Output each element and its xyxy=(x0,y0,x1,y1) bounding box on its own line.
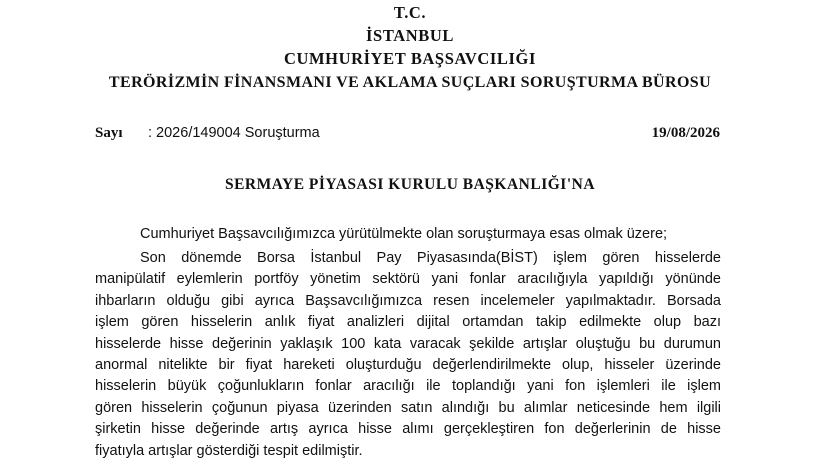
header-city: İSTANBUL xyxy=(366,26,454,45)
header-office: CUMHURİYET BAŞSAVCILIĞI xyxy=(283,49,537,68)
body-line: hisselerde hisse değerinin yaklaşık 100 kata varacak şekilde artışlar oluştuğu bu durumun xyxy=(95,335,721,352)
intro-sentence: Cumhuriyet Başsavcılığımızca yürütülmekte olan soruşturmaya esas olmak üzere; xyxy=(140,226,668,242)
addressee: SERMAYE PİYASASI KURULU BAŞKANLIĞI'NA xyxy=(224,176,596,193)
body-line: manipülatif eylemlerin portföy yönetim sektörü yani fonlar aracılığıyla yapıldığı yönünde xyxy=(95,271,721,288)
body-line: gören hisselerin çoğunun piyasa üzerinden satın alındığı bu alımlar neticesinde hem ilgili xyxy=(95,399,721,416)
reference-label: Sayı xyxy=(95,125,123,141)
body-line: şirketin hisse değerinde artış ayrıca hisse alımı gerçekleştiren fon değerlerinin de hisse xyxy=(95,421,721,438)
body-line: işlem gören hisselerin anlık fiyat analizleri dijital ortamdan takip edilmekte olup bazı xyxy=(95,314,721,331)
body-line: fiyatıyla artışlar gösterdiği tespit edilmiştir. xyxy=(95,442,363,459)
body-line: ihbarların olduğu gibi ayrıca Başsavcılığımızca resen incelemeler yapılmaktadır. Borsada xyxy=(95,292,721,309)
reference-number: : 2026/149004 Soruşturma xyxy=(148,125,320,141)
document-date: 19/08/2026 xyxy=(651,125,720,141)
body-line: Son dönemde Borsa İstanbul Pay Piyasasında(BİST) işlem gören hisselerde xyxy=(140,250,721,266)
header-country: T.C. xyxy=(393,3,427,22)
body-line: anormal nitelikte bir fiyat hareketi oluşturduğu değerlendirilmekte olup, hisseler üzerinde xyxy=(95,356,721,373)
body-paragraph xyxy=(95,248,721,462)
body-line: hisselerin büyük çoğunlukların fonlar aracılığı ile toplandığı yani fon işlemleri ile işlem xyxy=(95,378,721,395)
header-bureau: TERÖRİZMİN FİNANSMANI VE AKLAMA SUÇLARI SORUŞTURMA BÜROSU xyxy=(108,74,712,91)
